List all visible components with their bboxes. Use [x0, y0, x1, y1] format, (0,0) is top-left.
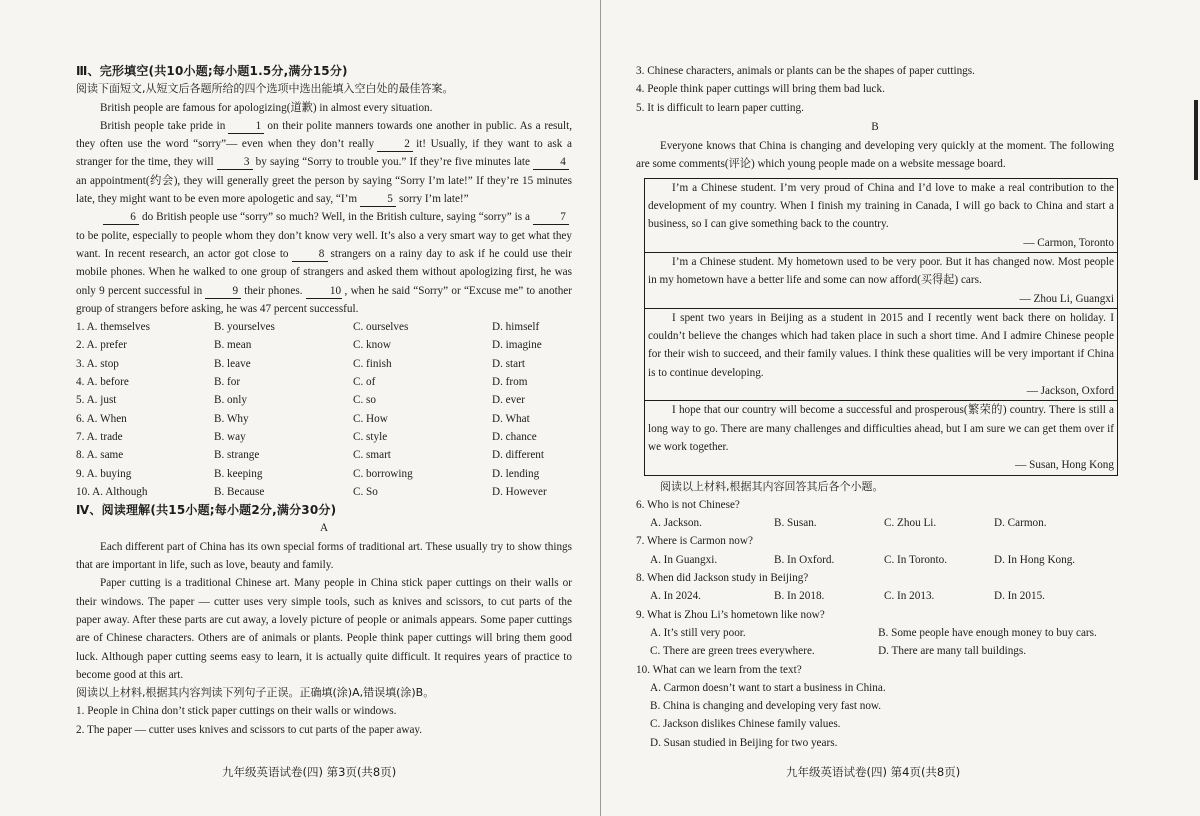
option-c[interactable]: C. borrowing — [353, 467, 413, 480]
comment-carmon — [645, 179, 1117, 253]
cloze-option-row — [76, 336, 572, 354]
option-d[interactable]: D. himself — [492, 321, 540, 334]
question-6: 6. Who is not Chinese? — [636, 498, 740, 511]
option-a[interactable]: 4. A. before — [76, 376, 129, 389]
comment-text: I hope that our country will become a successful and prosperous(繁荣的) country. There is still a long way to go. There are many challenges and difficulties ahead, but I am sure we can get them over if we work together. — [648, 404, 1114, 453]
option-c[interactable]: C. so — [353, 394, 377, 407]
option-c[interactable]: C. finish — [353, 357, 392, 370]
cloze-blank-10: 10 — [306, 285, 342, 299]
option-d[interactable]: D. lending — [492, 467, 540, 480]
option-b[interactable]: B. In 2018. — [774, 590, 825, 603]
question-7: 7. Where is Carmon now? — [636, 535, 753, 548]
cloze-blank-4: 4 — [533, 156, 569, 170]
page-4-content — [636, 62, 1114, 752]
page-3-footer: 九年级英语试卷(四) 第3页(共8页) — [222, 765, 397, 779]
cloze-option-row — [76, 446, 572, 464]
option-a[interactable]: A. In 2024. — [650, 590, 701, 603]
passage-b-instruction: 阅读以上材料,根据其内容回答其后各个小题。 — [660, 479, 884, 493]
section-3-heading: Ⅲ、完形填空(共10小题;每小题1.5分,满分15分) — [76, 64, 348, 78]
option-a[interactable]: 8. A. same — [76, 449, 124, 462]
option-d[interactable]: D. different — [492, 449, 544, 462]
true-false-item: 1. People in China don’t stick paper cuttings on their walls or windows. — [76, 705, 397, 718]
cloze-options — [76, 318, 572, 501]
option-c[interactable]: C. style — [353, 430, 388, 443]
comment-zhou-li — [645, 253, 1117, 309]
question-7-options — [636, 551, 1114, 569]
question-6-options — [636, 514, 1114, 532]
option-a[interactable]: 1. A. themselves — [76, 321, 150, 334]
option-b[interactable]: B. way — [214, 430, 246, 443]
cloze-blank-9: 9 — [205, 285, 241, 299]
comment-susan — [645, 401, 1117, 474]
cloze-option-row — [76, 428, 572, 446]
option-a[interactable]: A. Jackson. — [650, 517, 702, 530]
cloze-option-row — [76, 355, 572, 373]
passage-a-instruction: 阅读以上材料,根据其内容判读下列句子正误。正确填(涂)A,错误填(涂)B。 — [76, 686, 435, 700]
option-b[interactable]: B. Susan. — [774, 517, 817, 530]
option-b[interactable]: B. Why — [214, 412, 249, 425]
comments-board — [644, 178, 1118, 476]
option-d[interactable]: D. chance — [492, 430, 537, 443]
option-c[interactable]: C. Zhou Li. — [884, 517, 937, 530]
option-c[interactable]: C. In Toronto. — [884, 553, 948, 566]
option-b[interactable]: B. keeping — [214, 467, 263, 480]
option-d[interactable]: D. imagine — [492, 339, 542, 352]
cloze-paragraph-3: 6 do British people use “sorry” so much? Well, in the British culture, saying “sorry” is a 7to be polite, especially to people whom they don’t know very well. It’s also a very smart way to get what they want. In recent research, an actor got close to 8 strangers on a rainy day to ask if he could use their mobile phones. When he walked to one group of strangers and asked them without apologizing first, he was only 9 percent successful in 9 their phones. 10 , when he said “Sorry” or “Excuse me” to another group of strangers before asking, he was 47 percent successful. — [76, 211, 572, 315]
question-8-options — [636, 587, 1114, 605]
cloze-blank-5: 5 — [360, 193, 396, 207]
option-a[interactable]: A. Carmon doesn’t want to start a business in China. — [650, 681, 886, 694]
cloze-blank-7: 7 — [533, 211, 569, 225]
page-4-footer: 九年级英语试卷(四) 第4页(共8页) — [786, 765, 961, 779]
option-b[interactable]: B. for — [214, 376, 241, 389]
option-a[interactable]: 5. A. just — [76, 394, 117, 407]
scan-edge-mark — [1194, 100, 1198, 180]
option-b[interactable]: B. mean — [214, 339, 252, 352]
cloze-option-row — [76, 410, 572, 428]
comment-text: I’m a Chinese student. My hometown used to be very poor. But it has changed now. Most people in my hometown have a better life and some can now afford(买得起) cars. — [648, 255, 1114, 287]
option-b[interactable]: B. China is changing and developing very fast now. — [650, 700, 882, 713]
option-c[interactable]: C. Jackson dislikes Chinese family values. — [650, 718, 841, 731]
option-d[interactable]: D. In 2015. — [994, 590, 1045, 603]
option-a[interactable]: 2. A. prefer — [76, 339, 127, 352]
option-d[interactable]: D. There are many tall buildings. — [878, 645, 1027, 658]
comment-author: — Susan, Hong Kong — [1015, 459, 1114, 472]
cloze-blank-3: 3 — [217, 156, 253, 170]
cloze-blank-8: 8 — [292, 248, 328, 262]
section-4-heading: Ⅳ、阅读理解(共15小题;每小题2分,满分30分) — [76, 503, 337, 518]
option-b[interactable]: B. In Oxford. — [774, 553, 835, 566]
option-c[interactable]: C. So — [353, 485, 378, 498]
passage-a-label: A — [319, 522, 329, 535]
option-d[interactable]: D. ever — [492, 394, 525, 407]
true-false-item: 4. People think paper cuttings will bring them bad luck. — [636, 83, 885, 96]
question-9: 9. What is Zhou Li’s hometown like now? — [636, 608, 825, 621]
option-d[interactable]: D. However — [492, 485, 547, 498]
cloze-option-row — [76, 391, 572, 409]
passage-b-label: B — [871, 120, 879, 133]
option-a[interactable]: 10. A. Although — [76, 485, 148, 498]
cloze-paragraph-1: British people are famous for apologizing(道歉) in almost every situation. — [100, 101, 433, 114]
option-b[interactable]: B. leave — [214, 357, 251, 370]
option-c[interactable]: C. know — [353, 339, 391, 352]
comment-text: I’m a Chinese student. I’m very proud of China and I’d love to make a real contribution to the development of my country. When I finish my training in Canada, I will go back to China and start a business, so I can give something back to the country. — [648, 181, 1114, 231]
passage-a-paragraph-2: Paper cutting is a traditional Chinese art. Many people in China stick paper cuttings on their walls or their windows. The paper — cutter uses very simple tools, such as knives and scissors, to cut parts of the paper away. After these parts are cut away, a lovely picture of people or animals appears. Some paper cuttings are of Chinese characters. Others are of animals or plants. People think paper cuttings will bring them good luck. Although paper cutting seems easy to learn, it is actually quite difficult. It requires years of practice to become good at this art. — [76, 577, 572, 681]
true-false-item: 3. Chinese characters, animals or plants can be the shapes of paper cuttings. — [636, 65, 975, 77]
option-a[interactable]: 6. A. When — [76, 412, 127, 425]
option-d[interactable]: D. Carmon. — [994, 517, 1047, 530]
option-d[interactable]: D. In Hong Kong. — [994, 553, 1076, 566]
page-4 — [600, 0, 1200, 816]
cloze-blank-1: 1 — [228, 120, 264, 134]
option-c[interactable]: C. There are green trees everywhere. — [650, 645, 815, 658]
question-9-options — [636, 624, 1114, 642]
option-b[interactable]: B. only — [214, 394, 247, 407]
passage-a-paragraph-1: Each different part of China has its own special forms of traditional art. These usually try to show things that are important in life, such as love, beauty and family. — [76, 540, 572, 572]
comment-jackson — [645, 309, 1117, 401]
option-b[interactable]: B. strange — [214, 449, 260, 462]
comment-text: I spent two years in Beijing as a student in 2015 and I recently went back there on holiday. I couldn’t believe the changes which had taken place in such a short time. And I admire Chinese people for their wish to succeed, and their family values. I think these qualities will be very important if China is to continue developing. — [648, 311, 1114, 379]
option-a[interactable]: 9. A. buying — [76, 467, 132, 480]
option-d[interactable]: D. from — [492, 376, 528, 389]
option-d[interactable]: D. Susan studied in Beijing for two years. — [650, 736, 838, 749]
option-c[interactable]: C. In 2013. — [884, 590, 935, 603]
section-3-instruction: 阅读下面短文,从短文后各题所给的四个选项中选出能填入空白处的最佳答案。 — [76, 82, 454, 96]
comment-author: — Jackson, Oxford — [1026, 385, 1114, 398]
question-8: 8. When did Jackson study in Beijing? — [636, 572, 809, 585]
option-a[interactable]: 3. A. stop — [76, 357, 119, 370]
option-a[interactable]: A. It’s still very poor. — [650, 626, 746, 639]
option-b[interactable]: B. Some people have enough money to buy cars. — [878, 626, 1097, 639]
option-d[interactable]: D. What — [492, 412, 530, 425]
cloze-option-row — [76, 483, 572, 501]
cloze-option-row — [76, 318, 572, 336]
cloze-option-row — [76, 373, 572, 391]
option-d[interactable]: D. start — [492, 357, 525, 370]
option-c[interactable]: C. ourselves — [353, 321, 409, 334]
option-c[interactable]: C. of — [353, 376, 376, 389]
question-9-options — [636, 642, 1114, 660]
comment-author: — Carmon, Toronto — [1023, 236, 1114, 249]
cloze-option-row — [76, 465, 572, 483]
option-a[interactable]: 7. A. trade — [76, 430, 123, 443]
option-c[interactable]: C. smart — [353, 449, 391, 462]
option-a[interactable]: A. In Guangxi. — [650, 553, 718, 566]
option-b[interactable]: B. Because — [214, 485, 265, 498]
option-b[interactable]: B. yourselves — [214, 321, 275, 334]
true-false-item: 5. It is difficult to learn paper cutting. — [636, 101, 804, 114]
question-10: 10. What can we learn from the text? — [636, 663, 802, 676]
true-false-item: 2. The paper — cutter uses knives and scissors to cut parts of the paper away. — [76, 723, 423, 736]
cloze-blank-2: 2 — [377, 138, 413, 152]
option-c[interactable]: C. How — [353, 412, 388, 425]
cloze-blank-6: 6 — [103, 211, 139, 225]
cloze-paragraph-2: British people take pride in 1 on their polite manners towards one another in public. As a result, they often use the word “sorry”— even when they don’t really 2 it! Usually, if they want to ask a stranger for the time, they will 3 by saying “Sorry to trouble you.” If they’re five minutes late 4an appointment(约会), they will generally greet the person by saying “Sorry I’m late!” If they’re 15 minutes late, they might want to be even more apologetic and say, “I’m 5 sorry I’m late!” — [76, 119, 572, 206]
comment-author: — Zhou Li, Guangxi — [1019, 292, 1114, 305]
page-3-content — [76, 62, 572, 739]
passage-b-intro: Everyone knows that China is changing and developing very quickly at the moment. The following are some comments(评论) which young people made on a website message board. — [636, 140, 1114, 171]
